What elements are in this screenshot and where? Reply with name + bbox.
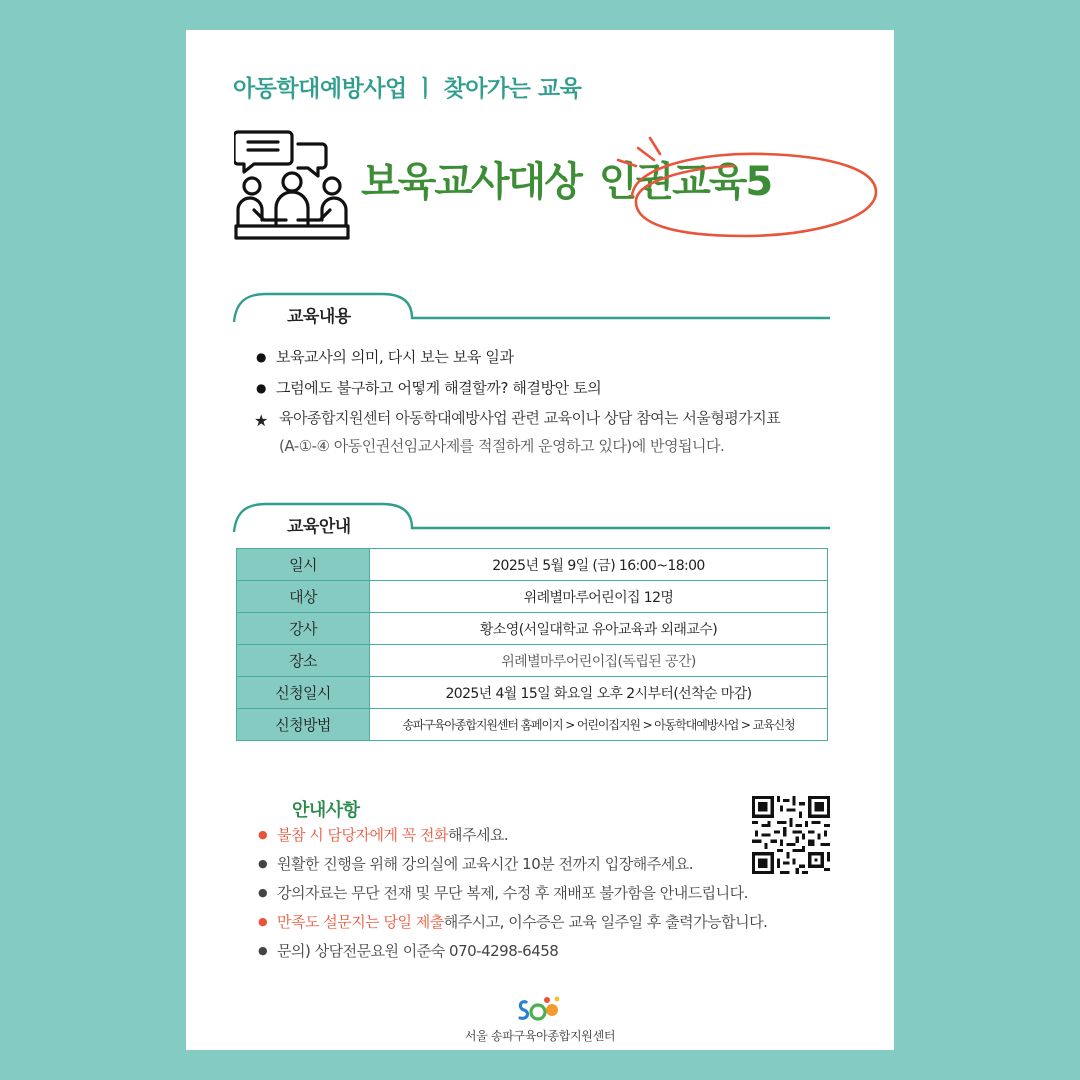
note-line-2: (A-①-④ 아동인권선임교사제를 적절하게 운영하고 있다)에 반영됩니다. (279, 437, 725, 455)
row-value: 위례별마루어린이집(독립된 공간) (370, 645, 828, 677)
qr-code[interactable] (752, 796, 830, 874)
row-key: 신청방법 (237, 709, 370, 741)
table-row (237, 613, 828, 645)
list-item (256, 346, 856, 368)
meeting-discussion-icon (234, 126, 352, 240)
section-heading: 교육내용 (287, 307, 351, 327)
row-value: 황소영(서일대학교 유아교육과 외래교수) (370, 613, 828, 645)
bullet-text: 보육교사의 의미, 다시 보는 보육 일과 (276, 348, 514, 366)
info-table (236, 548, 828, 741)
star-icon: ★ (254, 411, 268, 430)
poster (186, 30, 894, 1050)
center-logo (516, 994, 564, 1024)
organization-name: 서울 송파구육아종합지원센터 (464, 1029, 616, 1043)
program-label: 아동학대예방사업 ㅣ 찾아가는 교육 (233, 76, 582, 102)
row-key: 신청일시 (237, 677, 370, 709)
row-key: 일시 (237, 549, 370, 581)
row-key: 대상 (237, 581, 370, 613)
table-row (237, 677, 828, 709)
note-line-1: 육아종합지원센터 아동학대예방사업 관련 교육이나 상담 참여는 서울형평가지표 (279, 409, 781, 427)
section-header-info (232, 502, 832, 542)
row-key: 장소 (237, 645, 370, 677)
table-row (237, 709, 828, 741)
list-item (258, 882, 858, 904)
title-main: 보육교사대상 (361, 159, 581, 205)
bullet-dot-icon: ● (256, 350, 267, 364)
bullet-dot-icon: ● (258, 915, 268, 928)
section-heading: 교육안내 (287, 517, 351, 537)
evaluation-note (254, 406, 854, 462)
bullet-dot-icon: ● (256, 381, 267, 395)
notice-text: 문의) 상담전문요원 이준숙 070-4298-6458 (277, 942, 559, 960)
row-key: 강사 (237, 613, 370, 645)
bullet-text: 그럼에도 불구하고 어떻게 해결할까? 해결방안 토의 (276, 379, 602, 397)
notice-heading: 안내사항 (292, 800, 360, 821)
title-highlight: 인권교육5 (598, 159, 772, 205)
table-row (237, 645, 828, 677)
table-row (237, 581, 828, 613)
notice-text: 강의자료는 무단 전재 및 무단 복제, 수정 후 재배포 불가함을 안내드립니다. (277, 884, 748, 902)
bullet-dot-icon: ● (258, 857, 268, 870)
bullet-dot-icon: ● (258, 886, 268, 899)
list-item (256, 377, 856, 399)
content-bullets (256, 346, 856, 408)
bullet-dot-icon: ● (258, 944, 268, 957)
row-value: 2025년 4월 15일 화요일 오후 2시부터(선착순 마감) (370, 677, 828, 709)
notice-text: 원활한 진행을 위해 강의실에 교육시간 10분 전까지 입장해주세요. (277, 855, 693, 873)
notice-text: 해주시고, 이수증은 교육 일주일 후 출력가능합니다. (443, 913, 768, 931)
list-item (258, 940, 858, 962)
bullet-dot-icon: ● (258, 828, 268, 841)
notice-text: 해주세요. (447, 826, 509, 844)
row-value: 위례별마루어린이집 12명 (370, 581, 828, 613)
list-item (258, 911, 858, 933)
highlight-circle-icon (614, 126, 886, 250)
section-header-content (232, 292, 832, 332)
row-value: 송파구육아종합지원센터 홈페이지 > 어린이집지원 > 아동학대예방사업 > 교육신청 (370, 709, 828, 741)
row-value: 2025년 5월 9일 (금) 16:00~18:00 (370, 549, 828, 581)
notice-emphasis: 만족도 설문지는 당일 제출 (277, 913, 444, 931)
table-row (237, 549, 828, 581)
notice-emphasis: 불참 시 담당자에게 꼭 전화 (277, 826, 448, 844)
